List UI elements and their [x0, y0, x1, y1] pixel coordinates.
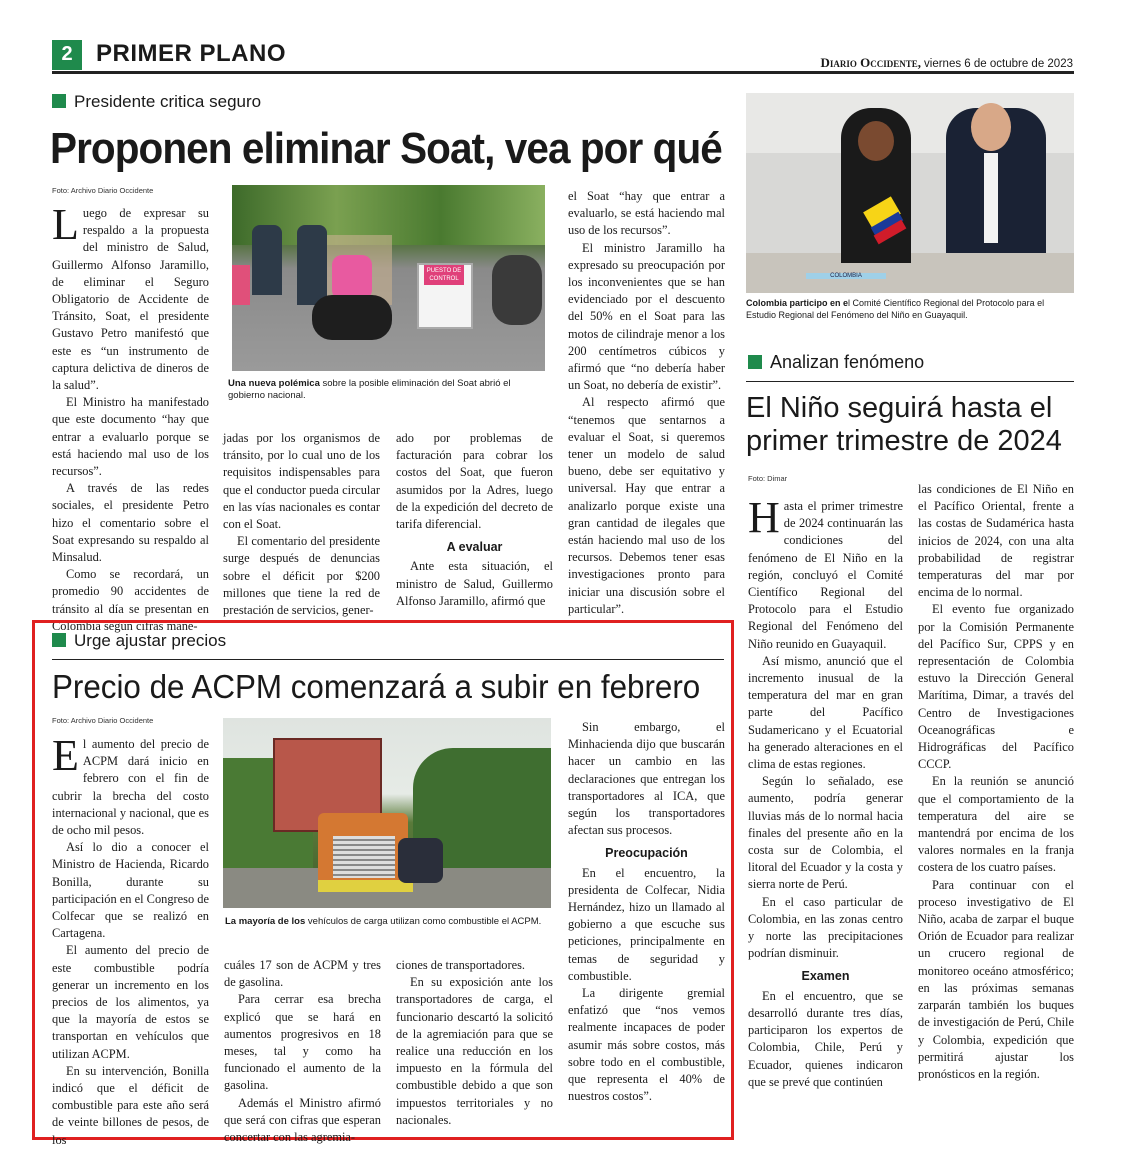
publication-name: Diario Occidente,	[820, 55, 922, 70]
article1-caption: Una nueva polémica sobre la posible eliminación del Soat abrió el gobierno nacional.	[228, 378, 511, 401]
article2-rule	[746, 381, 1074, 382]
side-photo-caption: Colombia participo en el Comité Científico Regional del Protocolo para el Estudio Regional del Fenómeno del Niño en Guayaquil.	[746, 298, 1045, 320]
article3-col4: Sin embargo, el Minhacienda dijo que buscarán hacer un cambio en las declaraciones que entregan los transportadores al ICA, que según los transportadores afectan sus procesos. Preocupación En el encuentro, la presidenta de Colfecar, Nidia Hernández, hizo un llamado al gobierno a que escuche sus peticiones, principalmente en temas de seguridad y combustible. La dirigente gremial enfatizó que “nos vemos realmente incapaces de poder asumir más sobre costos, más sobre todo en el combustible, que representa el 40% de nuestros costos”.	[568, 720, 725, 1104]
article2-photo-credit: Foto: Dimar	[748, 474, 788, 483]
section-title: PRIMER PLANO	[96, 40, 287, 67]
article3-kicker: Urge ajustar precios	[52, 631, 226, 651]
dropcap: H	[748, 493, 780, 542]
side-photo-banner: COLOMBIA	[806, 273, 886, 279]
article3-photo	[223, 718, 551, 908]
article3-rule	[52, 659, 724, 660]
article3-col2: cuáles 17 son de ACPM y tres de gasolina. Para cerrar esa brecha explicó que se hará en aumentos progresivos en 18 meses, tal y como ha funcionado el aumento de la gasolina. Además el Ministro afirmó que será con cifras que esperan concertar con las agremia-	[224, 958, 381, 1145]
kicker-square-icon	[52, 94, 66, 108]
article1-kicker: Presidente critica seguro	[52, 92, 261, 112]
article3-col1: El aumento del precio de ACPM dará inicio en febrero con el fin de cubrir la brecha del costo internacional y nacional, que es de ocho mil pesos. Así lo dio a conocer el Ministro de Hacienda, Ricardo Bonilla, durante su participación en el Congreso de Colfecar que se realizó en Cartagena. El aumento del precio de este combustible podría generar un incremento en los precios de los alimentos, ya que la mayoría de estos se transportan en vehículos que utilizan ACPM. En su intervención, Bonilla indicó que el déficit de combustible para este año será de veinte billones de pesos, de los	[52, 731, 209, 1147]
article3-col3: ciones de transportadores. En su exposición ante los transportadores de carga, el funcionario descartó la solicitó de la agremiación para que se realice una reducción en los impuesto en la fórmula del combustible debido a que son impuestos territoriales y no nacionales.	[396, 958, 553, 1127]
article1-col3: ado por problemas de facturación para cobrar los costos del Soat, que fueron asumidos por la Adres, luego de la expedición del decreto de tarifa diferencial. A evaluar Ante esta situación, el ministro de Salud, Guillermo Alfonso Jaramillo, afirmó que	[396, 431, 553, 608]
article2-col1: Hasta el primer trimestre de 2024 continuarán las condiciones del fenómeno de El Niño en la región, concluyó el Comité Científico Regional del Protocolo para el Estudio Regional del Fenómeno del Niño reunido en Guayaquil. Así mismo, anunció que el incremento inusual de la temperatura del mar en gran parte del Pacífico Sudamericano y el Ecuatorial ha generado alteraciones en el clima de estas regiones. Según lo señalado, ese aumento, podría generar lluvias más de lo normal hacia finales del presente año en la costa sur de Colombia, el litoral del Ecuador y la costa y sierra norte de Perú. En el caso particular de Colombia, en las zonas centro y norte las precipitaciones podrían disminuir. Examen En el encuentro, que se desarrolló durante tres días, participaron los expertos de Colombia, Chile, Perú y Ecuador, quienes indicaron que se prevé que continúen	[748, 493, 903, 1089]
dropcap: E	[52, 731, 79, 780]
article1-col1: Luego de expresar su respaldo a la propuesta del ministro de Salud, Guillermo Alfonso Jaramillo, de eliminar el Seguro Obligatorio de Accidente de Tránsito, Soat, el presidente Gustavo Petro manifestó que este es “un instrumento de captura delictiva de dineros de la salud”. El Ministro ha manifestado que este documento “hay que entrar a evaluarlo porque se está haciendo mal uso de los recursos”. A través de las redes sociales, el presidente Petro hizo el comentario sobre el Soat expresando su respaldo al Minsalud. Como se recordará, un promedio 90 accidentes de tránsito al día se presentan en Colombia según cifras mane-	[52, 200, 209, 633]
article3-caption: La mayoría de los vehículos de carga utilizan como combustible el ACPM.	[225, 916, 542, 927]
article3-photo-credit: Foto: Archivo Diario Occidente	[52, 716, 154, 725]
masthead-date	[821, 55, 1073, 71]
article1-headline: Proponen eliminar Soat, vea por qué	[50, 124, 722, 173]
dropcap: L	[52, 200, 79, 249]
article3-headline: Precio de ACPM comenzará a subir en febrero	[52, 668, 701, 705]
header-rule	[52, 71, 1074, 74]
article1-subhead: A evaluar	[446, 540, 503, 555]
page-number: 2	[52, 40, 82, 70]
article2-headline: El Niño seguirá hasta el primer trimestre de 2024	[746, 392, 1062, 457]
issue-date: viernes 6 de octubre de 2023	[924, 58, 1073, 70]
article2-subhead: Examen	[801, 969, 850, 984]
kicker-square-icon	[748, 355, 762, 369]
article1-photo-credit: Foto: Archivo Diario Occidente	[52, 186, 154, 195]
article2-kicker: Analizan fenómeno	[748, 352, 924, 373]
article1-col2: jadas por los organismos de tránsito, por lo cual uno de los requisitos indispensables para que el conductor pueda circular en las vías nacionales es contar con el Soat. El comentario del presidente surge después de denuncias sobre el déficit por $200 millones que tiene la red de prestación de servicios, gener-	[223, 431, 380, 618]
control-sign: PUESTO DE CONTROL	[424, 265, 464, 285]
kicker-square-icon	[52, 633, 66, 647]
side-photo	[746, 93, 1074, 293]
article1-col4: el Soat “hay que entrar a evaluarlo, se está haciendo mal uso de los recursos”. El ministro Jaramillo ha expresado su preocupación por los inconvenientes que se han evidenciado por el descuento del 50% en el Soat para las motos de cilindraje menor a los 200 centímetros cúbicos y afirmó que “no debería haber un Soat, no debería de existir”. Al respecto afirmó que “tenemos que sentarnos a evaluar el Soat, si queremos tener un modelo de salud bueno, debe ser equitativo y universal. Hay que entrar a analizarlo porque existe una gran cantidad de ilegales que están haciendo mal uso de los recursos. Debemos tener esas investigaciones pronto para iniciar una discusión sobre el particular”.	[568, 189, 725, 616]
article1-photo	[232, 185, 545, 371]
article2-col2: las condiciones de El Niño en el Pacífico Oriental, frente a las costas de Sudamérica hasta inicios de 2024, con una alta probabilidad de registrar temperaturas del mar por encima de lo normal. El evento fue organizado por la Comisión Permanente del Pacífico Sur, CPPS y en representación de Colombia estuvo la Dirección General Marítima, Dimar, a través del Centro de Investigaciones Oceanográficas e Hidrográficas del Pacífico CCCP. En la reunión se anunció que el comportamiento de la temperatura del aire se mantendrá por encima de los valores normales en la franja costera de los cuatro países. Para continuar con el proceso investigativo de El Niño, acaba de zarpar el buque Orión de Ecuador para realizar un crucero regional de monitoreo oceáno atmosférico; en las próximas semanas zarparán también los buques de investigación de Perú, Chile y Colombia, expedición que permitirá ajustar los pronósticos en la región.	[918, 482, 1074, 1081]
article3-subhead: Preocupación	[605, 846, 688, 861]
